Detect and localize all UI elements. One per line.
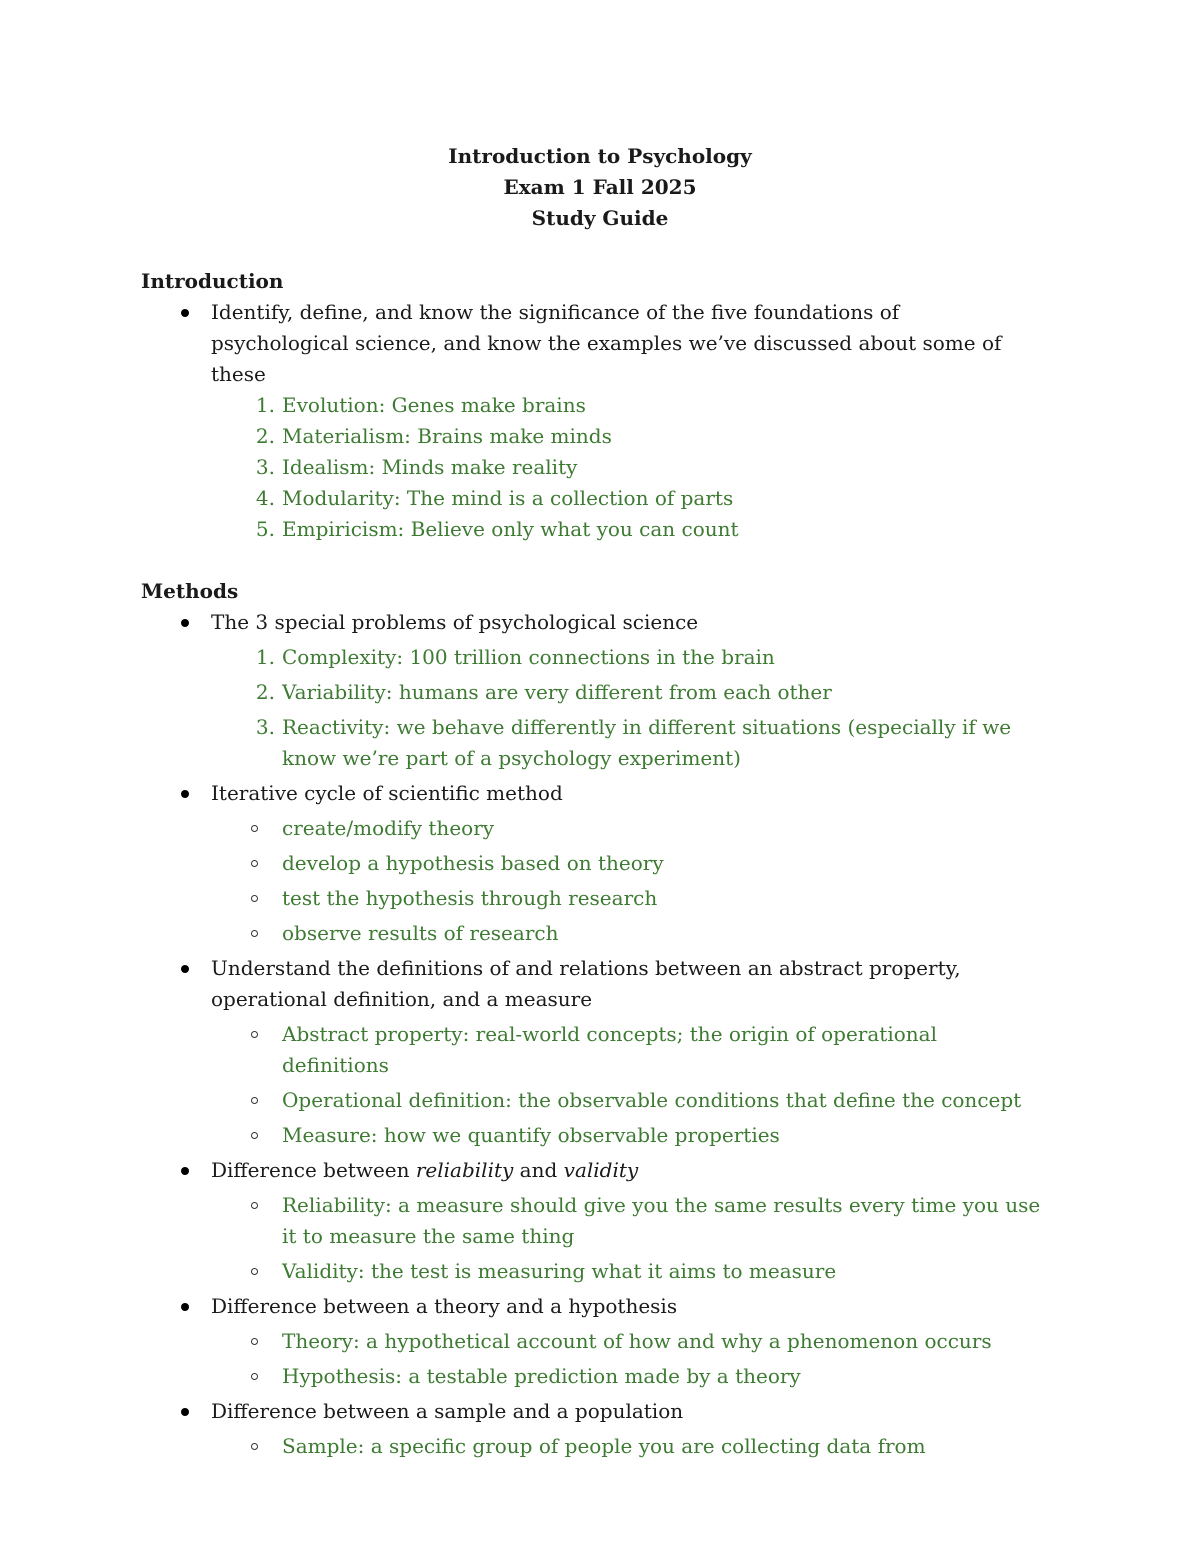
list-number: 2. [255,680,275,704]
list-item [211,514,1041,545]
bullet-text: The 3 special problems of psychological science [211,610,699,634]
definitions-list [211,1019,1041,1151]
list-number: 4. [255,486,275,510]
reliability-validity-list [211,1190,1041,1287]
title-exam: Exam 1 Fall 2025 [503,175,697,199]
document-title [0,141,1200,234]
list-text: create/modify theory [282,816,495,840]
list-item [211,390,1041,421]
list-text: Hypothesis: a testable prediction made by a theory [282,1364,801,1388]
bullet-text: Iterative cycle of scientific method [211,781,563,805]
bullet-text [211,1158,638,1182]
circle-bullet-icon [251,1097,258,1104]
list-item [211,848,1041,879]
list-item [211,1019,1041,1081]
list-text: observe results of research [282,921,559,945]
list-text: test the hypothesis through research [282,886,658,910]
list-number: 1. [255,645,275,669]
problems-list [211,642,1041,774]
list-item [211,483,1041,514]
list-text: Validity: the test is measuring what it aims to measure [282,1259,837,1283]
list-number: 5. [255,517,275,541]
section-heading-introduction: Introduction [141,269,284,293]
list-item [211,883,1041,914]
list-number: 2. [255,424,275,448]
term-reliability: reliability [415,1158,514,1182]
document-body [141,266,1041,1466]
list-text: Modularity: The mind is a collection of parts [282,486,734,510]
list-item [211,813,1041,844]
list-text: Reactivity: we behave differently in different situations (especially if we know we’re part of a psychology experiment) [282,715,1012,770]
list-text: develop a hypothesis based on theory [282,851,664,875]
list-text: Complexity: 100 trillion connections in the brain [282,645,775,669]
bullet-icon [181,790,189,798]
bullet-icon [181,1167,189,1175]
circle-bullet-icon [251,825,258,832]
bullet-icon [181,619,189,627]
sample-population-list [211,1431,1041,1462]
list-item [211,1326,1041,1357]
list-text: Sample: a specific group of people you are collecting data from [282,1434,926,1458]
bullet-text-middle: and [513,1158,564,1182]
list-item [211,1431,1041,1462]
list-item [211,1085,1041,1116]
bullet-icon [181,309,189,317]
bullet-item [141,1291,1041,1392]
list-item [211,421,1041,452]
list-item [211,712,1041,774]
bullet-item [141,1155,1041,1287]
list-number: 3. [255,715,275,739]
list-item [211,1361,1041,1392]
list-text: Theory: a hypothetical account of how and why a phenomenon occurs [282,1329,992,1353]
circle-bullet-icon [251,1031,258,1038]
bullet-icon [181,1303,189,1311]
list-text: Reliability: a measure should give you the same results every time you use it to measure the same thing [282,1193,1041,1248]
cycle-list [211,813,1041,949]
list-item [211,452,1041,483]
bullet-item [141,778,1041,949]
bullet-text: Understand the definitions of and relations between an abstract property, operational definition, and a measure [211,956,961,1011]
list-text: Variability: humans are very different from each other [282,680,832,704]
list-item [211,1190,1041,1252]
circle-bullet-icon [251,1268,258,1275]
list-text: Materialism: Brains make minds [282,424,612,448]
bullet-icon [181,1408,189,1416]
section-spacer [141,545,1041,576]
bullet-text: Difference between a theory and a hypothesis [211,1294,678,1318]
circle-bullet-icon [251,930,258,937]
bullet-item [141,1396,1041,1462]
circle-bullet-icon [251,1373,258,1380]
bullet-icon [181,965,189,973]
bullet-item [141,607,1041,774]
list-item [211,1120,1041,1151]
bullet-text: Identify, define, and know the significance of the five foundations of psychological science, and know the examples we’ve discussed about some of these [211,300,1002,386]
list-text: Empiricism: Believe only what you can count [282,517,739,541]
title-guide: Study Guide [531,206,669,230]
section-heading-methods: Methods [141,579,239,603]
list-number: 1. [255,393,275,417]
circle-bullet-icon [251,1202,258,1209]
title-course: Introduction to Psychology [448,144,752,168]
foundations-list [211,390,1041,545]
term-validity: validity [563,1158,639,1182]
methods-bullets [141,607,1041,1462]
list-number: 3. [255,455,275,479]
list-text: Evolution: Genes make brains [282,393,586,417]
circle-bullet-icon [251,1338,258,1345]
list-text: Idealism: Minds make reality [282,455,578,479]
bullet-item [141,953,1041,1151]
circle-bullet-icon [251,860,258,867]
bullet-item [141,297,1041,545]
introduction-bullets [141,297,1041,545]
bullet-text: Difference between a sample and a population [211,1399,684,1423]
list-item [211,677,1041,708]
bullet-text-prefix: Difference between [211,1158,416,1182]
circle-bullet-icon [251,895,258,902]
list-text: Abstract property: real-world concepts; the origin of operational definitions [282,1022,937,1077]
list-item [211,642,1041,673]
list-text: Measure: how we quantify observable properties [282,1123,780,1147]
list-item [211,1256,1041,1287]
theory-hypothesis-list [211,1326,1041,1392]
circle-bullet-icon [251,1443,258,1450]
circle-bullet-icon [251,1132,258,1139]
list-text: Operational definition: the observable conditions that define the concept [282,1088,1022,1112]
list-item [211,918,1041,949]
